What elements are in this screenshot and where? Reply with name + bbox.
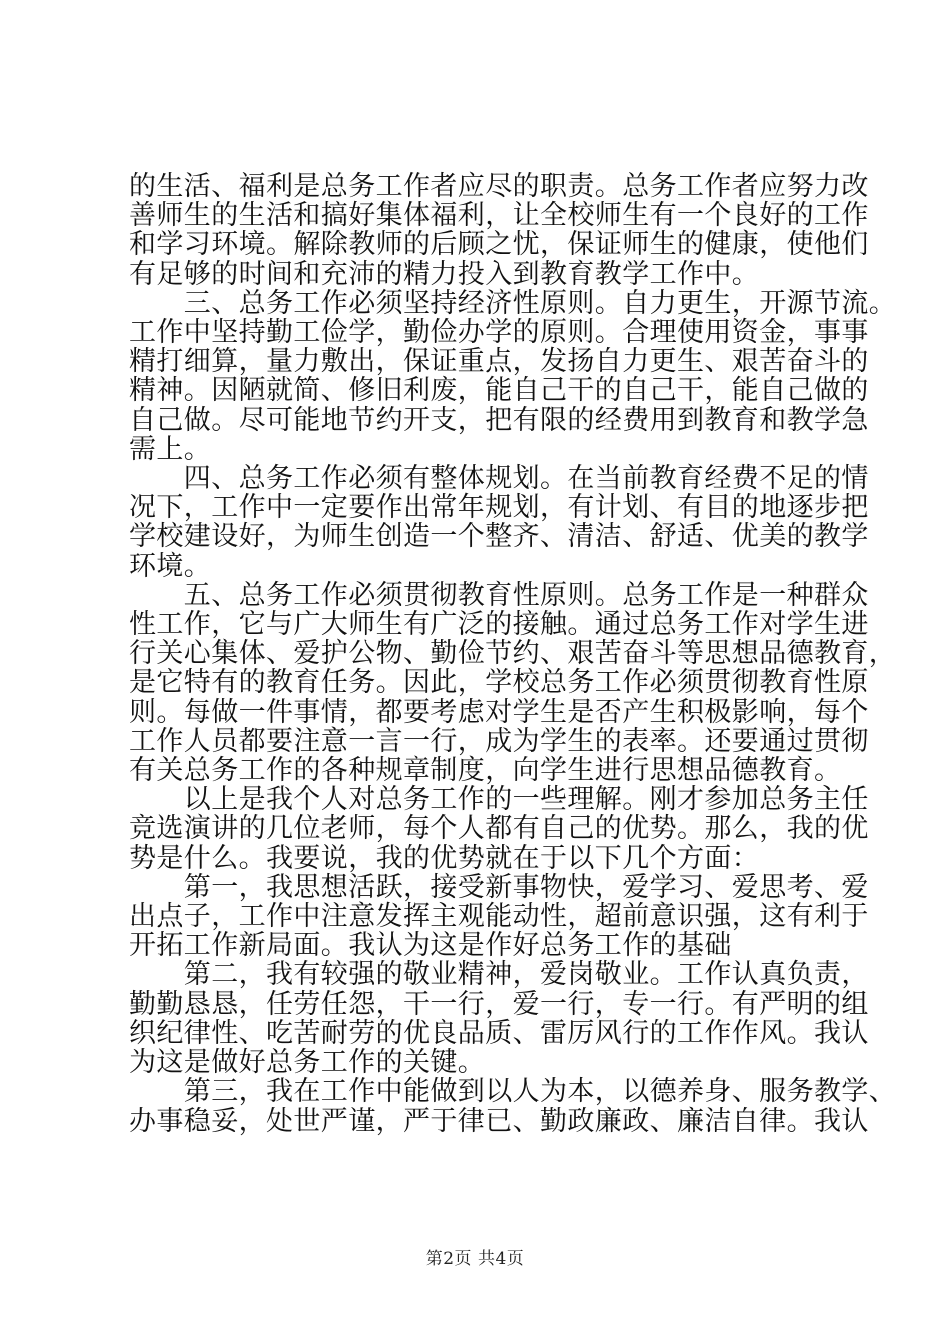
text-line: 织纪律性、吃苦耐劳的优良品质、雷厉风行的工作作风。我认 <box>129 1017 869 1049</box>
text-line: 精神。因陋就简、修旧利废，能自己干的自己干，能自己做的 <box>129 375 869 407</box>
text-line: 勤勤恳恳，任劳任怨，干一行，爱一行，专一行。有严明的组 <box>129 988 869 1020</box>
text-line: 有关总务工作的各种规章制度，向学生进行思想品德教育。 <box>129 755 842 787</box>
text-line: 五、总务工作必须贯彻教育性原则。总务工作是一种群众 <box>129 579 869 611</box>
text-line: 需上。 <box>129 433 212 465</box>
text-line: 出点子，工作中注意发挥主观能动性，超前意识强，这有利于 <box>129 901 869 933</box>
text-line: 办事稳妥，处世严谨，严于律已、勤政廉政、廉洁自律。我认 <box>129 1105 869 1137</box>
text-line: 第一，我思想活跃，接受新事物快，爱学习、爱思考、爱 <box>129 871 869 903</box>
document-body <box>129 171 897 1137</box>
text-line: 学校建设好，为师生创造一个整齐、清洁、舒适、优美的教学 <box>129 521 869 553</box>
text-line: 为这是做好总务工作的关键。 <box>129 1047 486 1079</box>
text-line: 四、总务工作必须有整体规划。在当前教育经费不足的情 <box>129 463 869 495</box>
text-line: 是它特有的教育任务。因此，学校总务工作必须贯彻教育性原 <box>129 667 869 699</box>
text-line: 自己做。尽可能地节约开支，把有限的经费用到教育和教学急 <box>129 404 869 436</box>
text-line: 三、总务工作必须坚持经济性原则。自力更生，开源节流。 <box>129 287 897 319</box>
text-line: 况下，工作中一定要作出常年规划，有计划、有目的地逐步把 <box>129 492 869 524</box>
text-line: 行关心集体、爱护公物、勤俭节约、艰苦奋斗等思想品德教育， <box>129 638 897 670</box>
page-footer: 第2页 共4页 <box>425 1249 525 1269</box>
text-line: 精打细算，量力敷出，保证重点，发扬自力更生、艰苦奋斗的 <box>129 346 869 378</box>
text-line: 环境。 <box>129 550 212 582</box>
text-line: 则。每做一件事情，都要考虑对学生是否产生积极影响，每个 <box>129 696 869 728</box>
text-line: 竞选演讲的几位老师，每个人都有自己的优势。那么，我的优 <box>129 813 869 845</box>
text-line: 的生活、福利是总务工作者应尽的职责。总务工作者应努力改 <box>129 171 869 202</box>
text-line: 工作人员都要注意一言一行，成为学生的表率。还要通过贯彻 <box>129 725 869 757</box>
text-line: 开拓工作新局面。我认为这是作好总务工作的基础 <box>129 930 732 962</box>
text-line: 势是什么。我要说，我的优势就在于以下几个方面： <box>129 842 760 874</box>
text-line: 第三，我在工作中能做到以人为本，以德养身、服务教学、 <box>129 1076 897 1108</box>
text-line: 善师生的生活和搞好集体福利，让全校师生有一个良好的工作 <box>129 200 869 232</box>
text-line: 以上是我个人对总务工作的一些理解。刚才参加总务主任 <box>129 784 869 816</box>
text-line: 性工作，它与广大师生有广泛的接触。通过总务工作对学生进 <box>129 609 869 641</box>
text-line: 有足够的时间和充沛的精力投入到教育教学工作中。 <box>129 258 760 290</box>
text-line: 工作中坚持勤工俭学，勤俭办学的原则。合理使用资金，事事 <box>129 317 869 349</box>
text-line: 和学习环境。解除教师的后顾之忧，保证师生的健康，使他们 <box>129 229 869 261</box>
text-line: 第二，我有较强的敬业精神，爱岗敬业。工作认真负责， <box>129 959 869 991</box>
